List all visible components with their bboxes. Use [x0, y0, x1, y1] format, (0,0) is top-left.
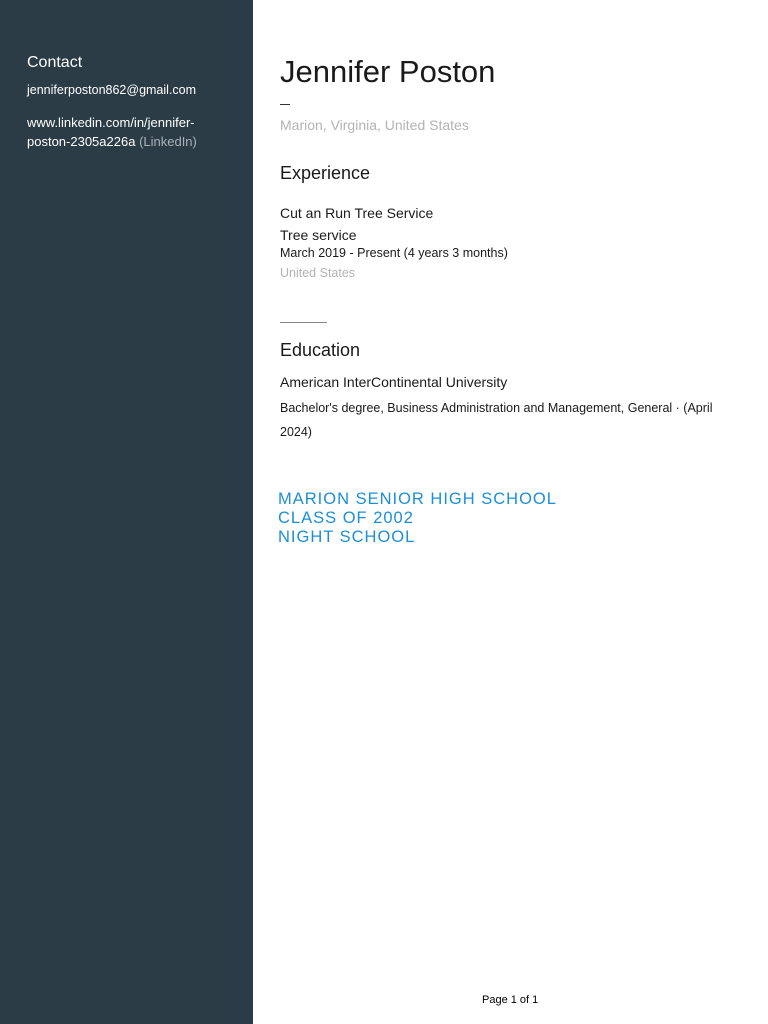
contact-sidebar: [0, 0, 253, 1024]
additional-education-line: MARION SENIOR HIGH SCHOOL: [278, 490, 557, 508]
experience-company: Cut an Run Tree Service: [280, 205, 434, 221]
contact-heading: Contact: [27, 54, 83, 71]
education-degree: Bachelor's degree, Business Administration and Management, General · (April 2024): [280, 401, 713, 439]
linkedin-url: www.linkedin.com/in/jennifer-poston-2305a226a: [27, 115, 195, 149]
additional-education-line: CLASS OF 2002: [278, 509, 414, 527]
additional-education-line: NIGHT SCHOOL: [278, 528, 416, 546]
linkedin-label: (LinkedIn): [139, 134, 197, 149]
candidate-name: Jennifer Poston: [280, 54, 496, 89]
experience-role: Tree service: [280, 227, 357, 243]
section-divider: [280, 322, 327, 323]
education-school: American InterContinental University: [280, 374, 508, 390]
candidate-location: Marion, Virginia, United States: [280, 117, 469, 133]
experience-heading: Experience: [280, 163, 371, 183]
education-heading: Education: [280, 340, 361, 360]
experience-location: United States: [280, 266, 356, 280]
experience-dates: March 2019 - Present (4 years 3 months): [280, 246, 508, 260]
name-dash: [280, 104, 290, 105]
email-link[interactable]: jenniferposton862@gmail.com: [27, 83, 197, 97]
page-number: Page 1 of 1: [482, 994, 539, 1006]
additional-education: [278, 490, 557, 547]
linkedin-link[interactable]: [27, 113, 227, 151]
